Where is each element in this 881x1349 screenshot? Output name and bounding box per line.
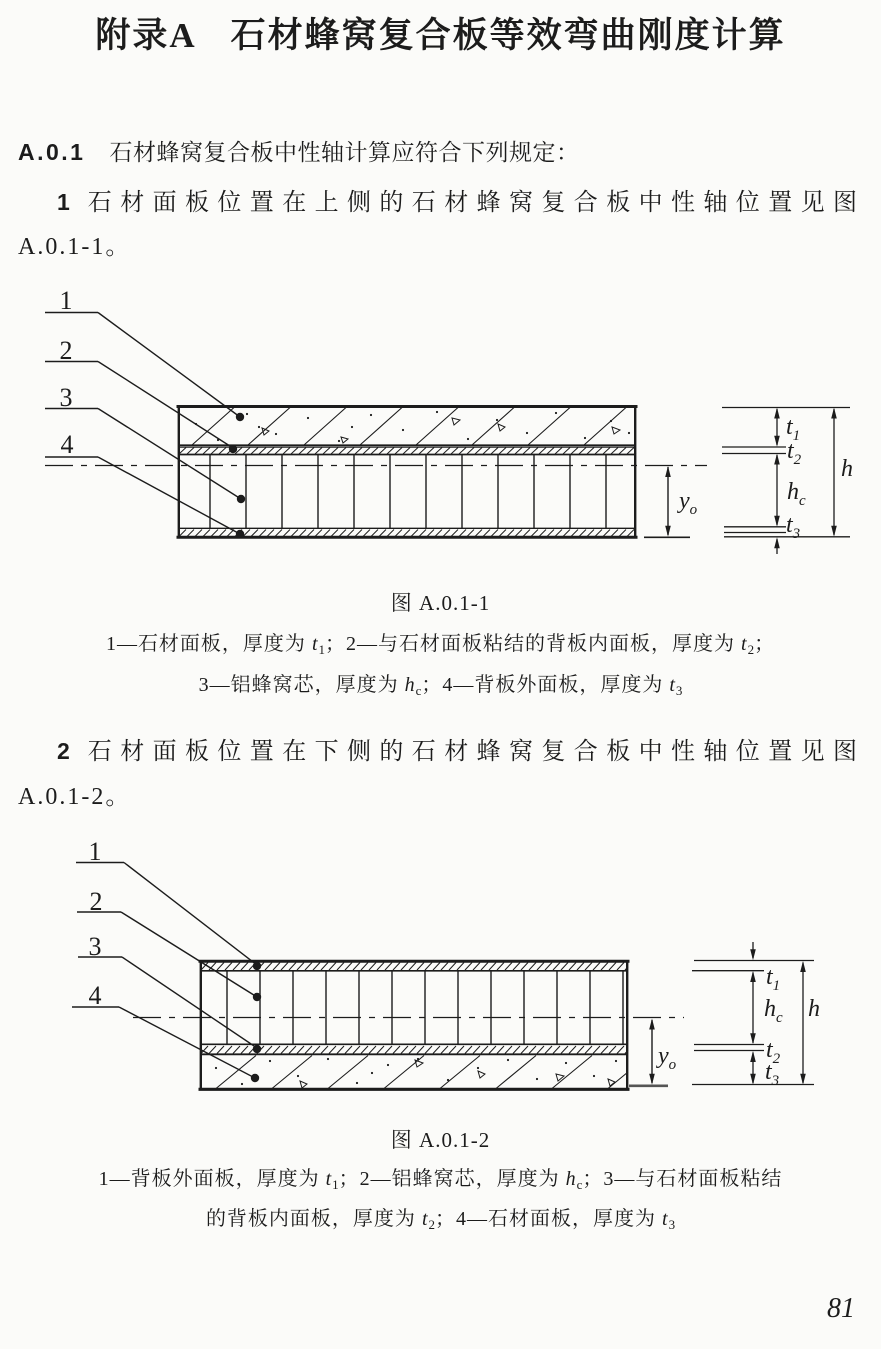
figure2-callout-2 (77, 887, 261, 1001)
callout-dot (253, 1045, 261, 1053)
appendix-label: 附录A (95, 16, 197, 55)
stone-speckles (195, 411, 630, 442)
item-2-line-1 (57, 731, 865, 766)
figure-1-legend-line-2: 3—铝蜂窝芯，厚度为 $h_c$；4—背板外面板，厚度为 $t_3$ (198, 674, 683, 698)
dim-t1-outside-arrow (750, 942, 756, 960)
panel-inner-face-layer (178, 447, 636, 454)
callout-number: 3 (88, 932, 102, 961)
dim-h (800, 961, 820, 1085)
dim-t2-label: $t_2$ (787, 438, 802, 468)
item-1-line-1 (57, 182, 865, 217)
dim-column (692, 942, 820, 1089)
callout-number: 2 (59, 336, 73, 365)
callout-number: 1 (59, 286, 73, 315)
figure-1-legend-line-1: 1—石材面板，厚度为 $t_1$；2—与石材面板粘结的背板内面板，厚度为 $t_2$； (105, 633, 776, 657)
panel-stone-layer (177, 407, 638, 446)
figure-2-reference: A.0.1-2。 (18, 784, 132, 810)
dim-y0 (644, 466, 698, 537)
figure-2-legend-line-2: 的背板内面板，厚度为 $t_2$；4—石材面板，厚度为 $t_3$ (205, 1208, 676, 1232)
dim-t2-label: $t_2$ (766, 1037, 781, 1067)
callout-dot (236, 413, 244, 421)
callout-dot (253, 962, 261, 970)
figure1-callout-3 (45, 383, 245, 503)
clause-number: A.0.1 (18, 139, 86, 165)
callout-number: 4 (88, 981, 102, 1010)
dim-h-label: h (808, 996, 820, 1022)
appendix-title (0, 8, 881, 58)
item-1-line-2 (18, 226, 131, 261)
dim-t1-label: $t_1$ (766, 964, 781, 994)
figure1-callout-1 (45, 286, 244, 421)
dim-t3-label: $t_3$ (786, 512, 801, 542)
dim-y0 (629, 1019, 677, 1086)
dim-h (831, 408, 853, 537)
callout-number: 3 (59, 383, 73, 412)
stone-chips (262, 418, 620, 443)
dim-t1-label: $t_1$ (786, 414, 801, 444)
page-number: 81 (827, 1293, 855, 1324)
panel-stone-layer (199, 1056, 630, 1090)
dim-h-label: h (841, 456, 853, 482)
callout-dot (237, 495, 245, 503)
figure-a012-diagram (0, 835, 881, 1107)
dim-y0-label: $y_o$ (658, 1043, 677, 1073)
figure-1-caption: 图 A.0.1-1 (390, 591, 491, 615)
panel-outer-face-layer (199, 961, 630, 971)
figure-1-reference: A.0.1-1。 (18, 234, 132, 260)
dim-column (722, 408, 853, 555)
figure2-callout-4 (72, 981, 259, 1082)
dim-hc-label: $h_c$ (764, 996, 783, 1026)
panel-outer-face-layer (177, 530, 638, 538)
dim-hc-label: $h_c$ (787, 479, 806, 509)
item-1-text: 石材面板位置在上侧的石材蜂窝复合板中性轴位置见图 (87, 190, 866, 216)
figure-2-legend-line-1: 1—背板外面板，厚度为 $t_1$；2—铝蜂窝芯，厚度为 $h_c$；3—与石材面板粘结 (98, 1168, 783, 1192)
item-1-number: 1 (57, 189, 70, 215)
title-text: 石材蜂窝复合板等效弯曲刚度计算 (230, 16, 786, 55)
figure2-callout-3 (78, 932, 261, 1053)
figure2-callout-1 (76, 837, 261, 970)
clause-a01 (18, 134, 579, 167)
dim-t3-outside-arrow (774, 537, 780, 554)
panel-honeycomb-core (200, 972, 628, 1045)
callout-number: 4 (60, 430, 74, 459)
callout-number: 1 (88, 837, 102, 866)
dim-y0-label: $y_o$ (679, 488, 698, 518)
figure-2-caption: 图 A.0.1-2 (390, 1128, 491, 1152)
clause-text: 石材蜂窝复合板中性轴计算应符合下列规定： (109, 140, 580, 165)
item-2-number: 2 (57, 738, 70, 764)
callout-dot (251, 1074, 259, 1082)
callout-number: 2 (89, 887, 103, 916)
dim-t3-label: $t_3$ (765, 1059, 780, 1089)
item-2-text: 石材面板位置在下侧的石材蜂窝复合板中性轴位置见图 (87, 739, 866, 765)
figure-a011-diagram (0, 280, 881, 580)
item-2-line-2 (18, 776, 131, 811)
panel-inner-face-layer (200, 1046, 628, 1054)
figure1-callout-4 (45, 430, 244, 538)
